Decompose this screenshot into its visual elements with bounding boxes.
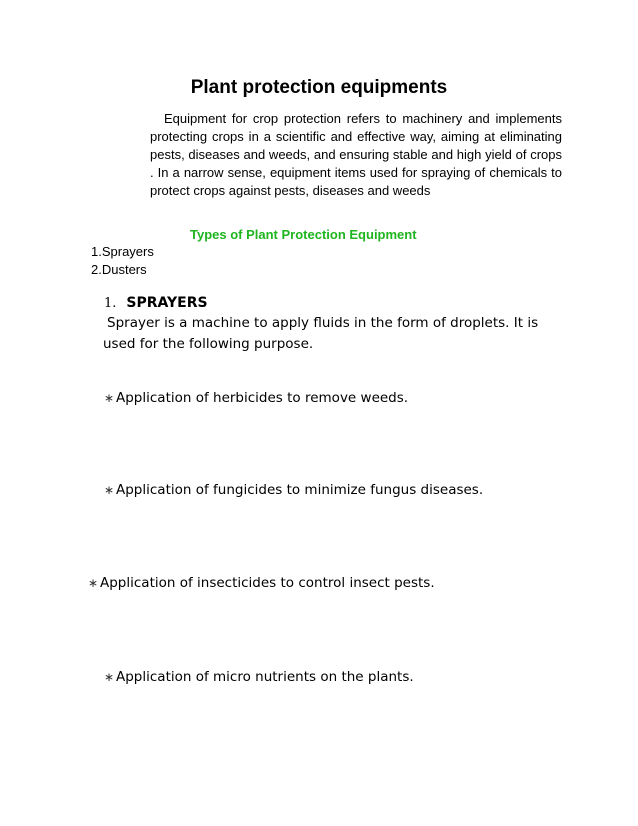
bullet-text: Application of herbicides to remove weeds.: [116, 390, 409, 406]
bullet-text: Application of fungicides to minimize fungus diseases.: [116, 482, 484, 498]
section-heading: [104, 293, 208, 314]
asterisk-bullet-icon: ∗: [104, 483, 115, 497]
types-heading: Types of Plant Protection Equipment: [190, 227, 417, 242]
bullet-item: [88, 573, 435, 593]
types-list-item: 1.Sprayers: [91, 244, 154, 259]
section-title: SPRAYERS: [126, 295, 208, 311]
asterisk-bullet-icon: ∗: [104, 670, 115, 684]
types-list-item: 2.Dusters: [91, 262, 147, 277]
bullet-item: [104, 388, 408, 408]
page-title: Plant protection equipments: [190, 77, 448, 98]
bullet-item: [104, 667, 414, 687]
section-number: 1.: [104, 296, 117, 311]
asterisk-bullet-icon: ∗: [104, 391, 115, 405]
intro-paragraph: Equipment for crop protection refers to machinery and implements protecting crops in a scientific and effective way, aiming at eliminating pests, diseases and weeds, and ensuring stable and high yield of crops . In a narrow sense, equipment items used for spraying of chemicals to protect crops against pests, diseases and weeds: [150, 111, 562, 198]
section-description: Sprayer is a machine to apply fluids in the form of droplets. It is used for the following purpose.: [103, 315, 539, 352]
types-list: [91, 243, 154, 279]
bullet-text: Application of micro nutrients on the plants.: [116, 669, 414, 685]
bullet-item: [104, 480, 483, 500]
asterisk-bullet-icon: ∗: [88, 576, 99, 590]
bullet-text: Application of insecticides to control insect pests.: [100, 575, 435, 591]
